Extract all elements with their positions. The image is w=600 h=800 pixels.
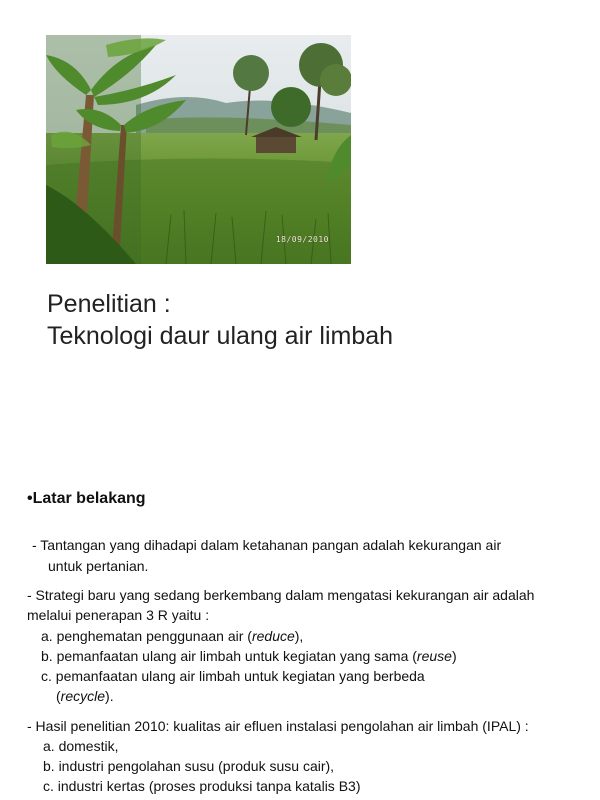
p2-line-2: melalui penerapan 3 R yaitu : <box>27 607 210 623</box>
section-heading: •Latar belakang <box>27 490 146 507</box>
p2-item-c-cont: (recycle). <box>56 688 114 704</box>
p3-item-b: b. industri pengolahan susu (produk susu cair), <box>43 758 335 774</box>
p1-line-1: - Tantangan yang dihadapi dalam ketahanan pangan adalah kekurangan air <box>32 537 502 553</box>
photo-date-stamp: 18/09/2010 <box>275 235 329 244</box>
rice-field-photo <box>46 35 351 264</box>
page-title <box>47 288 393 352</box>
p3-item-c: c. industri kertas (proses produksi tanpa katalis B3) <box>43 778 361 794</box>
p2-line-1: - Strategi baru yang sedang berkembang dalam mengatasi kekurangan air adalah <box>27 587 535 603</box>
title-line-1: Penelitian : <box>47 290 171 318</box>
p3-item-a: a. domestik, <box>43 738 119 754</box>
landscape-illustration <box>46 35 351 264</box>
p2-item-c: c. pemanfaatan ulang air limbah untuk kegiatan yang berbeda <box>41 668 425 684</box>
p1-line-2: untuk pertanian. <box>48 558 149 574</box>
p2-item-a: a. penghematan penggunaan air (reduce), <box>41 628 304 644</box>
p2-item-b: b. pemanfaatan ulang air limbah untuk kegiatan yang sama (reuse) <box>41 648 457 664</box>
title-line-2: Teknologi daur ulang air limbah <box>47 322 394 350</box>
p3-line-1: - Hasil penelitian 2010: kualitas air efluen instalasi pengolahan air limbah (IPAL) : <box>27 718 529 734</box>
